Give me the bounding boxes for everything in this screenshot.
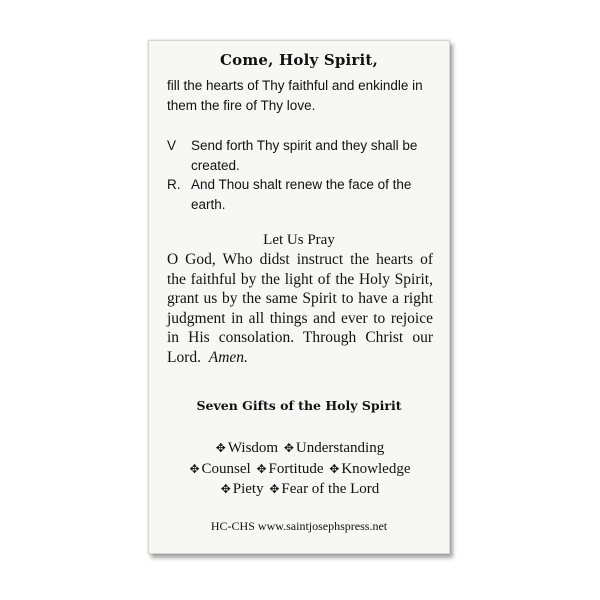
gift-item: Fear of the Lord	[281, 481, 380, 497]
gift-item: Counsel	[201, 460, 251, 477]
card-title: Come, Holy Spirit,	[220, 51, 378, 69]
prayer-body	[167, 250, 433, 367]
gifts-list	[149, 438, 449, 500]
gifts-line-1	[149, 438, 449, 459]
response	[167, 175, 439, 214]
cross-ornament-icon: ✥	[220, 482, 231, 496]
intro-text: fill the hearts of Thy faithful and enkindle in them the fire of Thy love.	[167, 78, 423, 113]
response-mark: R.	[167, 177, 181, 192]
gift-item: Fortitude	[268, 460, 324, 477]
cross-ornament-icon: ✥	[269, 482, 280, 496]
prayer-card	[148, 40, 450, 554]
cross-ornament-icon: ✥	[283, 441, 294, 455]
versicle	[167, 136, 439, 175]
prayer-amen: Amen.	[208, 348, 248, 366]
gift-item: Knowledge	[341, 460, 411, 477]
versicle-text: Send forth Thy spirit and they shall be created.	[191, 138, 418, 173]
cross-ornament-icon: ✥	[215, 441, 226, 455]
versicle-mark: V	[167, 138, 177, 153]
response-text: And Thou shalt renew the face of the earth.	[191, 177, 412, 212]
prayer-text: O God, Who didst instruct the hearts of the faithful by the light of the Holy Spirit, grant us by the same Spirit to have a right judgment in all things and ever to rejoice in His consolation. Through Christ our Lord.	[167, 251, 433, 366]
gift-item: Piety	[232, 481, 264, 497]
gift-item: Wisdom	[227, 440, 279, 456]
prayer-heading: Let Us Pray	[263, 232, 335, 248]
gifts-line-3	[149, 479, 449, 500]
footer-code-url: HC-CHS www.saintjosephspress.net	[210, 519, 388, 533]
cross-ornament-icon: ✥	[189, 461, 200, 476]
gifts-line-2	[149, 459, 449, 480]
gift-item: Understanding	[295, 440, 385, 456]
gifts-title: Seven Gifts of the Holy Spirit	[196, 398, 402, 413]
cross-ornament-icon: ✥	[329, 461, 340, 476]
cross-ornament-icon: ✥	[256, 461, 267, 476]
